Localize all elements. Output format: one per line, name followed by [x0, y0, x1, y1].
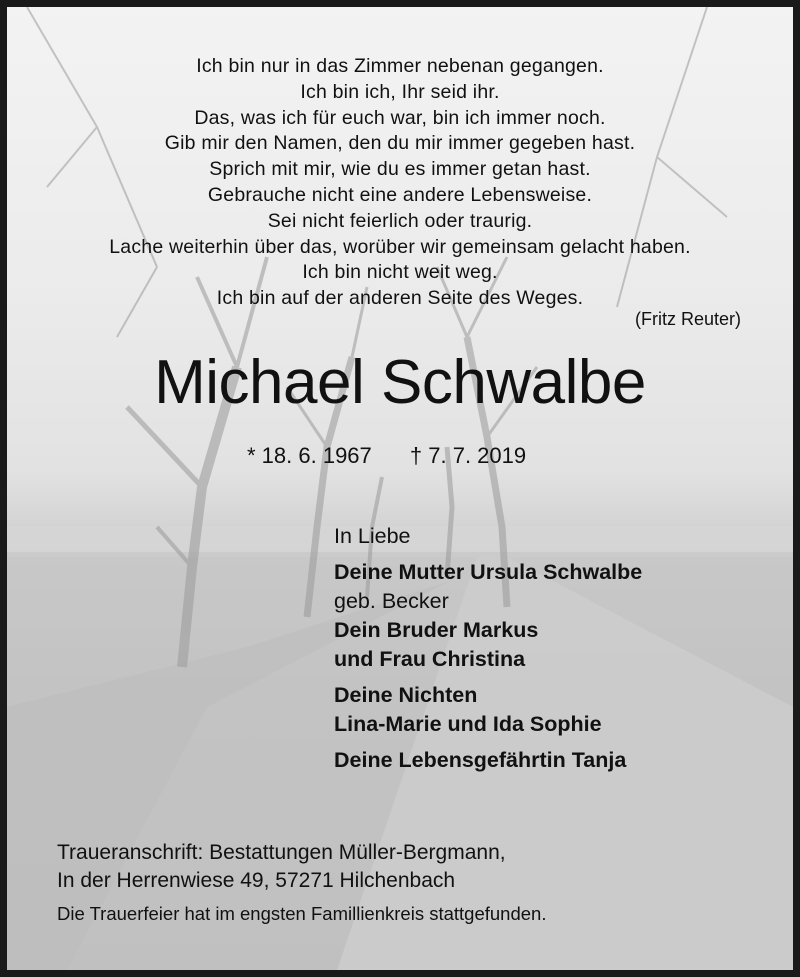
poem-line: Ich bin nicht weit weg.: [302, 261, 498, 284]
poem-line: Ich bin auf der anderen Seite des Weges.: [216, 287, 584, 310]
poem-line: Lache weiterhin über das, worüber wir gemeinsam gelacht haben.: [109, 235, 691, 258]
mourner-partner: Deine Lebensgefährtin Tanja: [334, 748, 627, 772]
mourner-nieces-names: Lina-Marie und Ida Sophie: [334, 712, 602, 736]
poem-author: (Fritz Reuter): [634, 309, 741, 329]
address-line: In der Herrenwiese 49, 57271 Hilchenbach: [57, 869, 456, 892]
poem-line: Sprich mit mir, wie du es immer getan hast.: [209, 158, 591, 181]
death-date: † 7. 7. 2019: [409, 443, 527, 468]
poem-line: Gib mir den Namen, den du mir immer gegeben hast.: [164, 132, 636, 155]
mourner-brother-partner: und Frau Christina: [334, 647, 526, 671]
poem-line: Ich bin nur in das Zimmer nebenan gegangen.: [196, 55, 604, 77]
poem-line: Gebrauche nicht eine andere Lebensweise.: [207, 183, 593, 206]
poem-line: Sei nicht feierlich oder traurig.: [267, 209, 533, 232]
deceased-name: Michael Schwalbe: [154, 348, 646, 417]
address-line: Traueranschrift: Bestattungen Müller-Bergmann,: [57, 841, 506, 864]
mourners-intro: In Liebe: [334, 524, 411, 548]
funeral-note: Die Trauerfeier hat im engsten Famillienkreis stattgefunden.: [57, 903, 547, 924]
mourner-brother: Dein Bruder Markus: [334, 618, 539, 642]
birth-date: * 18. 6. 1967: [247, 443, 372, 468]
mourner-mother-maiden: geb. Becker: [334, 589, 449, 613]
mourner-nieces-heading: Deine Nichten: [334, 683, 478, 707]
mourning-address: [57, 839, 506, 895]
poem-line: Ich bin ich, Ihr seid ihr.: [300, 80, 500, 103]
poem-line: Das, was ich für euch war, bin ich immer noch.: [194, 106, 606, 129]
mourner-mother: Deine Mutter Ursula Schwalbe: [334, 560, 643, 584]
mourners-list: [334, 522, 642, 775]
life-dates: [247, 443, 526, 469]
poem: [7, 54, 793, 312]
